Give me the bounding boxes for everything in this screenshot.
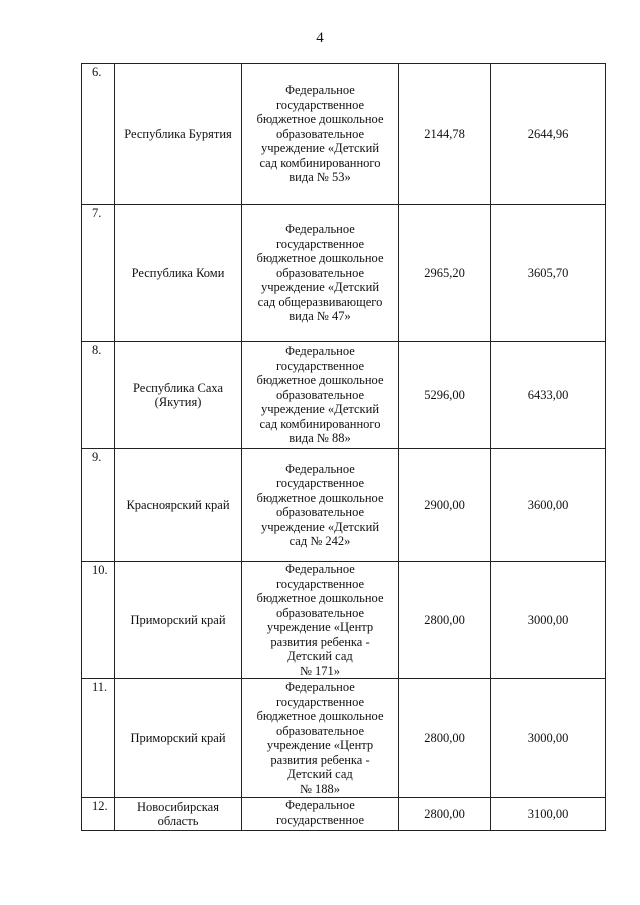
row-number: 7. [82,205,115,342]
institution-line: Федеральное [285,798,355,812]
institution-line: Детский сад [287,767,353,781]
table-row [82,679,606,798]
institution-line: Федеральное [285,344,355,359]
row-number: 8. [82,342,115,449]
institution-line: бюджетное дошкольное [256,709,384,723]
institution-line: образовательное [275,387,365,402]
row-number: 12. [82,798,115,831]
institution-name [242,449,399,562]
institution-line: Федеральное [285,562,355,576]
institution-name [242,205,399,342]
institution-line: образовательное [275,265,365,280]
institution-line: образовательное [275,126,365,141]
value-1: 2800,00 [399,562,491,679]
table-body [82,64,606,831]
institution-name [242,798,399,831]
value-1: 2965,20 [399,205,491,342]
value-2: 3605,70 [491,205,606,342]
institution-line: учреждение «Детский [260,519,380,534]
institution-line: № 171» [299,663,341,678]
region-name: Республика Коми [115,205,242,342]
value-2: 2644,96 [491,64,606,205]
institution-name [242,562,399,679]
institution-line: государственное [275,576,365,591]
institution-line: Федеральное [285,461,355,476]
region-name: Приморский край [115,679,242,798]
institution-line: бюджетное дошкольное [256,373,384,388]
value-2: 6433,00 [491,342,606,449]
table-row [82,562,606,679]
row-number: 11. [82,679,115,798]
region-name: Республика Бурятия [115,64,242,205]
institution-line: государственное [275,236,365,251]
region-name: Новосибирская область [115,798,242,831]
table-row [82,205,606,342]
value-2: 3000,00 [491,679,606,798]
institution-line: бюджетное дошкольное [256,591,384,605]
value-1: 2800,00 [399,798,491,831]
table-row [82,342,606,449]
institution-name [242,679,399,798]
value-1: 2144,78 [399,64,491,205]
institution-line: государственное [275,812,365,827]
page-number: 4 [316,30,324,46]
value-2: 3100,00 [491,798,606,831]
institution-line: сад № 242» [289,534,351,548]
institution-line: государственное [275,358,365,373]
row-number: 6. [82,64,115,205]
institution-line: образовательное [275,723,365,738]
institution-line: развития ребенка - [270,634,370,649]
table-row [82,64,606,205]
institution-line: № 188» [299,781,341,796]
value-2: 3000,00 [491,562,606,679]
row-number: 10. [82,562,115,679]
institution-line: образовательное [275,505,365,519]
institution-line: Федеральное [285,83,355,98]
value-1: 5296,00 [399,342,491,449]
institution-line: учреждение «Центр [266,738,374,752]
institution-line: государственное [275,476,365,490]
table-row [82,798,606,831]
institution-line: государственное [275,694,365,709]
institution-line: учреждение «Детский [260,141,380,156]
institution-line: Федеральное [285,222,355,237]
region-name: Приморский край [115,562,242,679]
institution-line: образовательное [275,605,365,620]
row-number: 9. [82,449,115,562]
institution-line: вида № 88» [289,431,351,446]
institution-line: развития ребенка - [270,752,370,767]
institution-line: государственное [275,97,365,112]
institution-line: сад общеразвивающего [257,294,383,309]
institution-line: учреждение «Центр [266,620,374,634]
kindergarten-table [81,63,606,831]
table-row [82,449,606,562]
institution-line: бюджетное дошкольное [256,490,384,505]
institution-name [242,64,399,205]
institution-line: вида № 47» [289,309,351,324]
value-1: 2900,00 [399,449,491,562]
institution-line: Федеральное [285,680,355,694]
institution-line: вида № 53» [289,170,351,185]
region-name: Республика Саха (Якутия) [115,342,242,449]
institution-line: Детский сад [287,649,353,663]
institution-line: сад комбинированного [259,416,381,431]
region-name: Красноярский край [115,449,242,562]
institution-name [242,342,399,449]
value-2: 3600,00 [491,449,606,562]
institution-line: учреждение «Детский [260,280,380,295]
institution-line: бюджетное дошкольное [256,251,384,266]
institution-line: бюджетное дошкольное [256,112,384,127]
value-1: 2800,00 [399,679,491,798]
institution-line: учреждение «Детский [260,402,380,417]
institution-line: сад комбинированного [259,155,381,170]
